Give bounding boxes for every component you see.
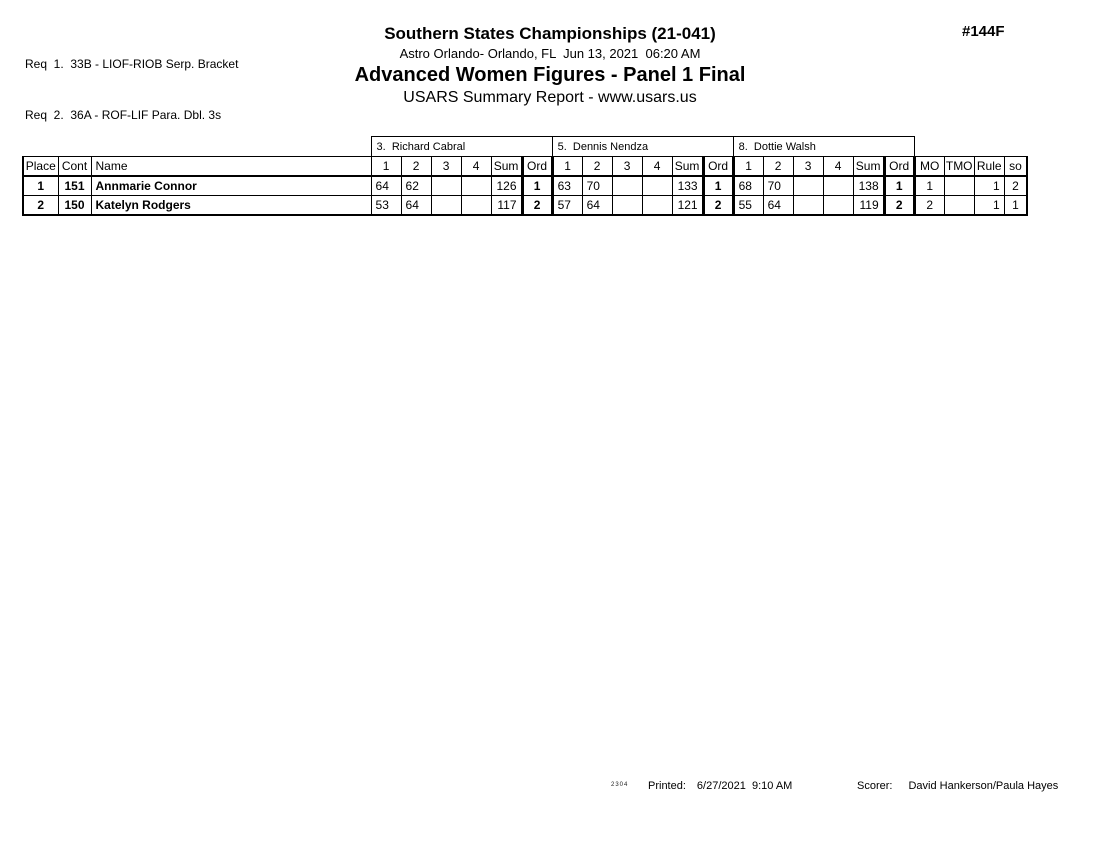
header-j2-ord: Ord [703, 157, 733, 177]
cell-j3-ord: 1 [884, 176, 914, 196]
judge-1-name: 3. Richard Cabral [371, 137, 552, 157]
cell-j3-s4 [823, 196, 853, 216]
header-j1-s2: 2 [401, 157, 431, 177]
header-rule: Rule [974, 157, 1004, 177]
cell-j2-s3 [612, 196, 642, 216]
header-mo: MO [914, 157, 944, 177]
cell-so: 1 [1004, 196, 1027, 216]
cell-j1-s3 [431, 176, 461, 196]
cell-tmo [944, 196, 974, 216]
result-row-1 [23, 176, 1027, 196]
cell-j1-ord: 2 [522, 196, 552, 216]
cell-j1-sum: 117 [491, 196, 522, 216]
header-j3-sum: Sum [853, 157, 884, 177]
cell-j3-s3 [793, 196, 823, 216]
column-header-row [23, 157, 1027, 177]
printed-label: Printed: [648, 780, 686, 792]
printed-value: 6/27/2021 9:10 AM [696, 780, 793, 792]
cell-place: 1 [23, 176, 58, 196]
cell-tmo [944, 176, 974, 196]
header-j1-sum: Sum [491, 157, 522, 177]
cell-j3-s1: 68 [733, 176, 763, 196]
cell-j3-sum: 119 [853, 196, 884, 216]
scorer-value: David Hankerson/Paula Hayes [908, 780, 1059, 792]
header-j2-s2: 2 [582, 157, 612, 177]
report-type: USARS Summary Report - www.usars.us [403, 89, 697, 106]
cell-j1-s2: 62 [401, 176, 431, 196]
cell-j3-sum: 138 [853, 176, 884, 196]
cell-rule: 1 [974, 196, 1004, 216]
header-cont: Cont [58, 157, 91, 177]
judge-header-row [23, 137, 1027, 157]
judge-row-spacer-right [914, 137, 1027, 157]
cell-j3-s1: 55 [733, 196, 763, 216]
header-j1-s3: 3 [431, 157, 461, 177]
header-j1-s4: 4 [461, 157, 491, 177]
cell-j2-s4 [642, 196, 672, 216]
cell-j2-sum: 121 [672, 196, 703, 216]
cell-j2-s2: 70 [582, 176, 612, 196]
cell-j1-s1: 64 [371, 176, 401, 196]
cell-skater-name: Annmarie Connor [91, 176, 371, 196]
results-table-wrap [22, 136, 1028, 216]
cell-cont: 150 [58, 196, 91, 216]
printed-timestamp [648, 780, 792, 792]
header-j1-ord: Ord [522, 157, 552, 177]
header-so: so [1004, 157, 1027, 177]
cell-j2-s1: 63 [552, 176, 582, 196]
header-j2-s3: 3 [612, 157, 642, 177]
header-j2-s1: 1 [552, 157, 582, 177]
header-j3-ord: Ord [884, 157, 914, 177]
venue-date: Astro Orlando- Orlando, FL Jun 13, 2021 06:20 AM [399, 46, 701, 61]
cell-mo: 1 [914, 176, 944, 196]
scorer-label: Scorer: [857, 780, 893, 792]
header-j1-s1: 1 [371, 157, 401, 177]
footer-code: 2304 [611, 782, 629, 788]
cell-j1-ord: 1 [522, 176, 552, 196]
cell-mo: 2 [914, 196, 944, 216]
header-j3-s4: 4 [823, 157, 853, 177]
cell-j1-sum: 126 [491, 176, 522, 196]
cell-j2-s3 [612, 176, 642, 196]
requirement-line-1: Req 1. 33B - LIOF-RIOB Serp. Bracket [25, 57, 239, 71]
results-table [22, 136, 1028, 216]
header-name: Name [91, 157, 371, 177]
header-j2-sum: Sum [672, 157, 703, 177]
cell-j3-s3 [793, 176, 823, 196]
result-row-2 [23, 196, 1027, 216]
cell-j3-ord: 2 [884, 196, 914, 216]
title-block [0, 24, 1100, 109]
judge-row-spacer-left [23, 137, 371, 157]
requirement-line-2: Req 2. 36A - ROF-LIF Para. Dbl. 3s [25, 108, 222, 122]
cell-j2-s2: 64 [582, 196, 612, 216]
cell-j1-s4 [461, 176, 491, 196]
cell-j2-s1: 57 [552, 196, 582, 216]
cell-j3-s2: 70 [763, 176, 793, 196]
header-place: Place [23, 157, 58, 177]
header-j3-s1: 1 [733, 157, 763, 177]
judge-3-name: 8. Dottie Walsh [733, 137, 914, 157]
cell-so: 2 [1004, 176, 1027, 196]
cell-place: 2 [23, 196, 58, 216]
header-j3-s2: 2 [763, 157, 793, 177]
cell-j3-s2: 64 [763, 196, 793, 216]
header-j3-s3: 3 [793, 157, 823, 177]
judge-2-name: 5. Dennis Nendza [552, 137, 733, 157]
championship-title: Southern States Championships (21-041) [384, 24, 716, 43]
header-j2-s4: 4 [642, 157, 672, 177]
cell-j1-s1: 53 [371, 196, 401, 216]
cell-j2-s4 [642, 176, 672, 196]
event-number: #144F [962, 23, 1005, 40]
cell-j2-sum: 133 [672, 176, 703, 196]
cell-j2-ord: 2 [703, 196, 733, 216]
cell-j1-s2: 64 [401, 196, 431, 216]
cell-rule: 1 [974, 176, 1004, 196]
cell-j2-ord: 1 [703, 176, 733, 196]
header-tmo: TMO [944, 157, 974, 177]
event-title: Advanced Women Figures - Panel 1 Final [354, 64, 746, 86]
cell-skater-name: Katelyn Rodgers [91, 196, 371, 216]
scorer-credit [857, 780, 1058, 792]
cell-cont: 151 [58, 176, 91, 196]
cell-j1-s3 [431, 196, 461, 216]
cell-j1-s4 [461, 196, 491, 216]
cell-j3-s4 [823, 176, 853, 196]
